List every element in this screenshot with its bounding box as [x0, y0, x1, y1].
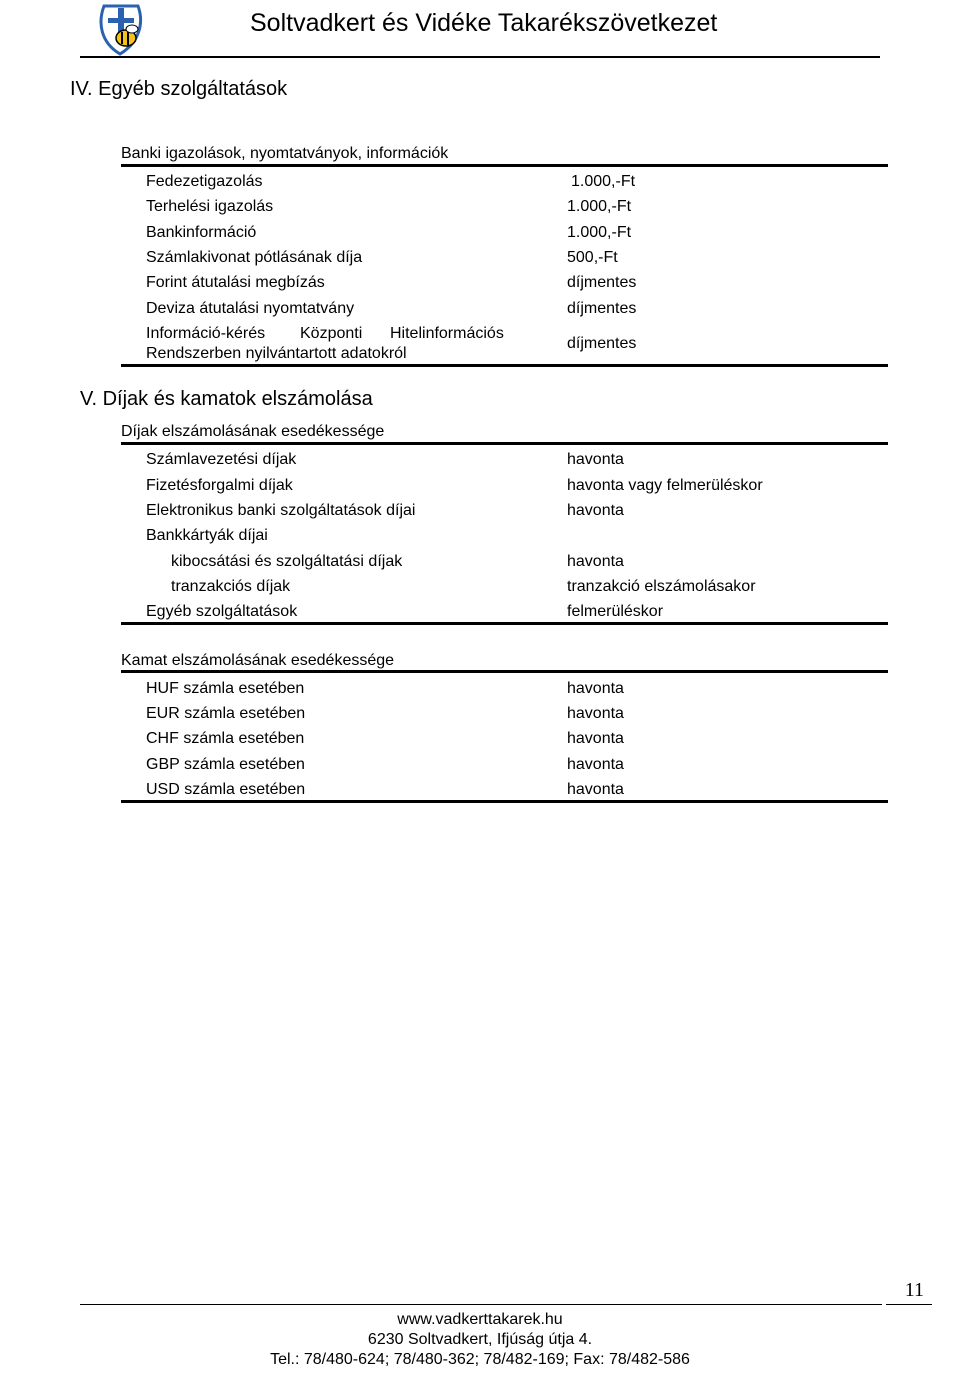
section-5-title: V. Díjak és kamatok elszámolása [80, 388, 373, 410]
interest-row-label: HUF számla esetében [146, 680, 305, 697]
fee-row-value: díjmentes [567, 274, 637, 291]
fee-row-value: 1.000,-Ft [567, 198, 632, 215]
fees-row-value: havonta [567, 553, 624, 570]
fees-row-label: Egyéb szolgáltatások [146, 603, 298, 620]
footer-address: 6230 Soltvadkert, Ifjúság útja 4. [367, 1331, 593, 1348]
fees-row-value: tranzakció elszámolásakor [567, 578, 756, 595]
fees-bottom-rule [121, 622, 888, 625]
footer-phones: Tel.: 78/480-624; 78/480-362; 78/482-169; Fax: 78/482-586 [270, 1351, 690, 1368]
fees-row-label: Bankkártyák díjai [146, 527, 268, 544]
interest-bottom-rule [121, 800, 888, 803]
section-4-subsection-title: Banki igazolások, nyomtatványok, információk [121, 145, 449, 162]
interest-row-value: havonta [567, 705, 624, 722]
info-row-label-part3: Hitelinformációs [390, 325, 504, 342]
fee-row-value: 1.000,-Ft [567, 224, 632, 241]
fees-row-label: Fizetésforgalmi díjak [146, 477, 293, 494]
fees-row-label: Számlavezetési díjak [146, 451, 297, 468]
fee-row-value: 500,-Ft [567, 249, 618, 266]
footer-rule-left [80, 1304, 882, 1305]
info-row-value: díjmentes [567, 335, 637, 352]
page-number: 11 [904, 1279, 924, 1301]
interest-row-label: USD számla esetében [146, 781, 306, 798]
fees-row-label: tranzakciós díjak [171, 578, 291, 595]
interest-row-label: GBP számla esetében [146, 756, 305, 773]
fees-top-rule [121, 442, 888, 445]
section-4-title: IV. Egyéb szolgáltatások [70, 78, 288, 100]
fee-row-label: Deviza átutalási nyomtatvány [146, 300, 355, 317]
fees-row-value: felmerüléskor [567, 603, 664, 620]
info-row-label-part2: Központi [300, 325, 363, 342]
interest-row-value: havonta [567, 680, 624, 697]
interest-subsection-title: Kamat elszámolásának esedékessége [121, 652, 395, 669]
fee-row-value: 1.000,-Ft [571, 173, 636, 190]
fees-subsection-title: Díjak elszámolásának esedékessége [121, 423, 385, 440]
info-row-label-part1: Információ-kérés [146, 325, 266, 342]
fee-row-label: Terhelési igazolás [146, 198, 274, 215]
fee-row-label: Számlakivonat pótlásának díja [146, 249, 363, 266]
section-4-bottom-rule [121, 364, 888, 367]
footer-rule-right [886, 1304, 932, 1305]
section-4-top-rule [121, 164, 888, 167]
fees-row-value: havonta vagy felmerüléskor [567, 477, 763, 494]
fee-row-label: Forint átutalási megbízás [146, 274, 325, 291]
interest-row-value: havonta [567, 781, 624, 798]
footer-website: www.vadkerttakarek.hu [397, 1311, 563, 1328]
fees-row-label: kibocsátási és szolgáltatási díjak [171, 553, 403, 570]
fee-row-value: díjmentes [567, 300, 637, 317]
info-row-label-line2: Rendszerben nyilvántartott adatokról [146, 345, 407, 362]
bank-logo [96, 2, 148, 56]
interest-row-value: havonta [567, 756, 624, 773]
header-title: Soltvadkert és Vidéke Takarékszövetkezet [250, 9, 718, 37]
fees-row-value: havonta [567, 451, 624, 468]
fees-row-label: Elektronikus banki szolgáltatások díjai [146, 502, 416, 519]
fee-row-label: Bankinformáció [146, 224, 257, 241]
fee-row-label: Fedezetigazolás [146, 173, 263, 190]
interest-row-label: CHF számla esetében [146, 730, 305, 747]
interest-row-value: havonta [567, 730, 624, 747]
header-divider [80, 56, 880, 58]
interest-row-label: EUR számla esetében [146, 705, 306, 722]
interest-top-rule [121, 670, 888, 673]
fees-row-value: havonta [567, 502, 624, 519]
